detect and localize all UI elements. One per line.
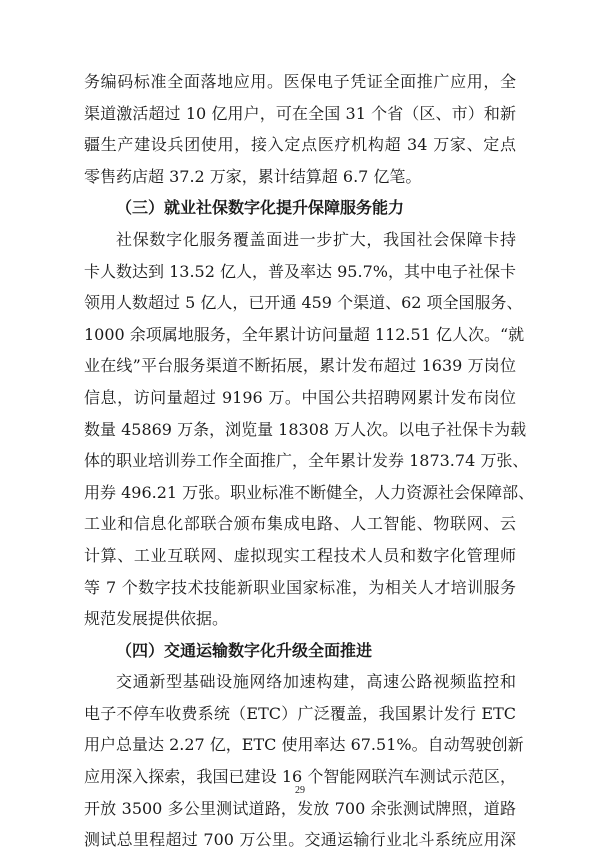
text-line: 用户总量达 2.27 亿，ETC 使用率达 67.51%。自动驾驶创新 [84, 735, 524, 755]
text-line: 应用深入探索，我国已建设 16 个智能网联汽车测试示范区， [84, 767, 516, 787]
document-body [84, 66, 535, 856]
text-line: 规范发展提供依据。 [84, 609, 229, 629]
text-line: 业在线”平台服务渠道不断拓展，累计发布超过 1639 万岗位 [84, 356, 516, 376]
section-heading-4: （四）交通运输数字化升级全面推进 [116, 640, 373, 660]
text-line: 计算、工业互联网、虚拟现实工程技术人员和数字化管理师 [84, 545, 516, 565]
paragraph-transport [84, 666, 524, 856]
text-line: 体的职业培训券工作全面推广，全年累计发券 1873.74 万张、 [84, 451, 529, 471]
text-line: 信息，访问量超过 9196 万。中国公共招聘网累计发布岗位 [84, 387, 516, 407]
paragraph-healthcare-tail [84, 66, 516, 192]
text-line: 卡人数达到 13.52 亿人，普及率达 95.7%，其中电子社保卡 [84, 261, 516, 281]
text-line: 社保数字化服务覆盖面进一步扩大，我国社会保障卡持 [116, 229, 516, 249]
text-line: 开放 3500 多公里测试道路，发放 700 余张测试牌照，道路 [84, 798, 516, 818]
text-line: 疆生产建设兵团使用，接入定点医疗机构超 34 万家、定点 [84, 135, 516, 155]
text-line: 领用人数超过 5 亿人，已开通 459 个渠道、62 项全国服务、 [84, 293, 523, 313]
text-line: 电子不停车收费系统（ETC）广泛覆盖，我国累计发行 ETC [84, 703, 516, 723]
text-line: 等 7 个数字技术技能新职业国家标准，为相关人才培训服务 [84, 577, 516, 597]
text-line: 务编码标准全面落地应用。医保电子凭证全面推广应用，全 [84, 72, 516, 91]
text-line: 工业和信息化部联合颁布集成电路、人工智能、物联网、云 [84, 514, 516, 534]
text-line: 用券 496.21 万张。职业标准不断健全，人力资源社会保障部、 [84, 482, 535, 502]
text-line: 数量 45869 万条，浏览量 18308 万人次。以电子社保卡为载 [84, 419, 527, 439]
text-line: 交通新型基础设施网络加速构建，高速公路视频监控和 [116, 672, 516, 692]
section-heading-3: （三）就业社保数字化提升保障服务能力 [116, 198, 405, 218]
text-line: 测试总里程超过 700 万公里。交通运输行业北斗系统应用深 [84, 830, 516, 850]
text-line: 零售药店超 37.2 万家，累计结算超 6.7 亿笔。 [84, 166, 422, 186]
page-number: 29 [295, 785, 305, 796]
text-line: 渠道激活超过 10 亿用户，可在全国 31 个省（区、市）和新 [84, 103, 516, 123]
text-line: 1000 余项属地服务，全年累计访问量超 112.51 亿人次。“就 [84, 324, 525, 344]
paragraph-social-security [84, 224, 535, 635]
